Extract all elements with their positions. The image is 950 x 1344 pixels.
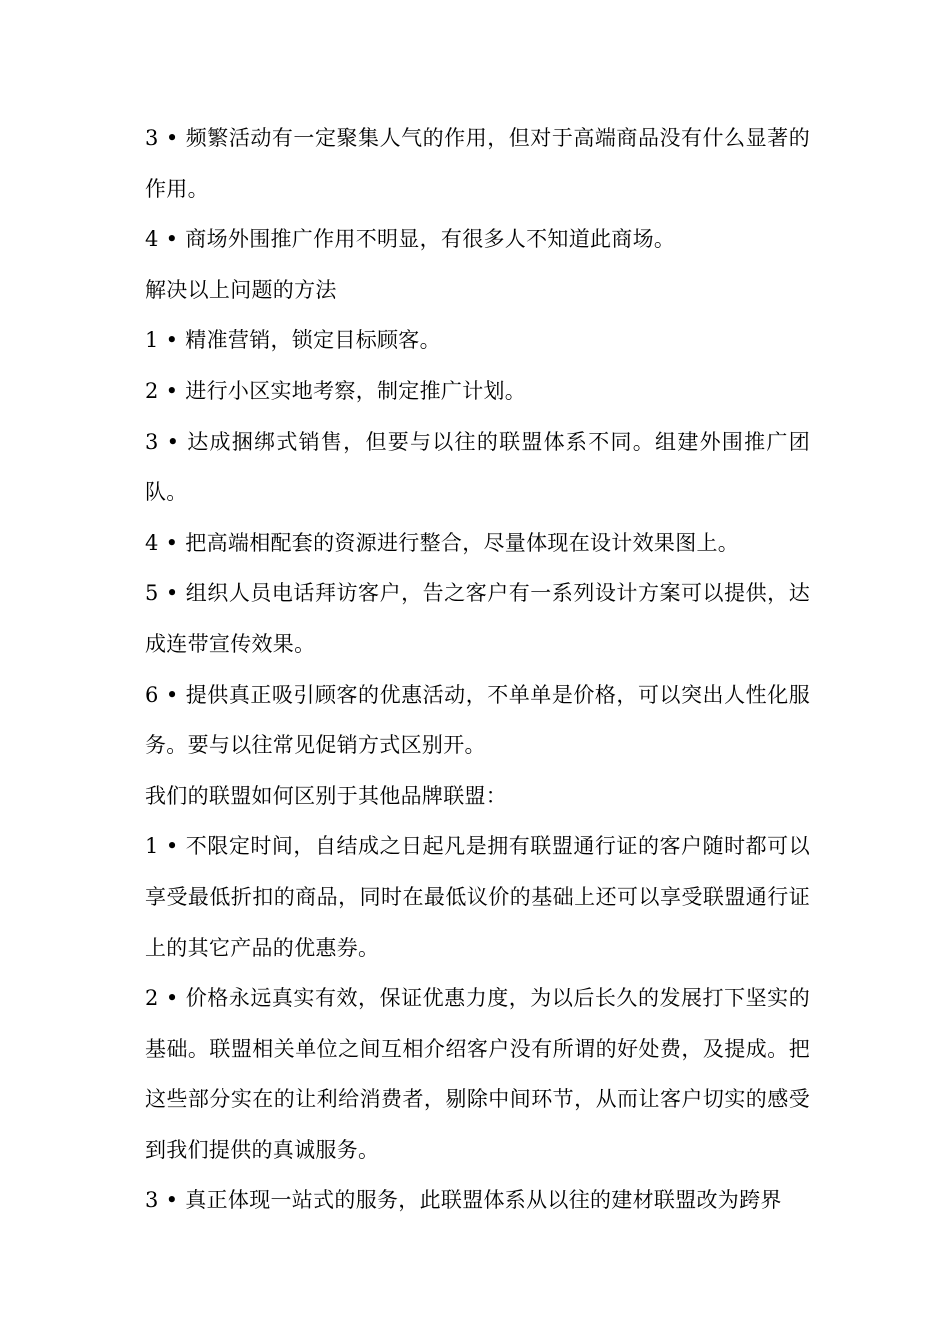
paragraph: 2 • 价格永远真实有效，保证优惠力度，为以后长久的发展打下坚实的基础。联盟相关单位之间互相介绍客户没有所谓的好处费，及提成。把这些部分实在的让利给消费者，剔除中间环节，从而让客户切实的感受到我们提供的真诚服务。 — [145, 986, 810, 1162]
paragraph: 2 • 进行小区实地考察，制定推广计划。 — [145, 378, 527, 403]
paragraph: 1 • 精准营销，锁定目标顾客。 — [145, 328, 441, 353]
paragraph: 3 • 达成捆绑式销售，但要与以往的联盟体系不同。组建外围推广团队。 — [145, 429, 810, 505]
paragraph: 4 • 商场外围推广作用不明显，有很多人不知道此商场。 — [145, 227, 676, 252]
paragraph: 3 • 真正体现一站式的服务，此联盟体系从以往的建材联盟改为跨界 — [145, 1188, 782, 1213]
paragraph: 4 • 把高端相配套的资源进行整合，尽量体现在设计效果图上。 — [145, 530, 740, 555]
section-heading: 我们的联盟如何区别于其他品牌联盟： — [145, 783, 508, 808]
paragraph: 1 • 不限定时间，自结成之日起凡是拥有联盟通行证的客户随时都可以享受最低折扣的商品，同时在最低议价的基础上还可以享受联盟通行证上的其它产品的优惠券。 — [145, 834, 810, 960]
paragraph: 3 • 频繁活动有一定聚集人气的作用，但对于高端商品没有什么显著的作用。 — [145, 126, 810, 201]
paragraph: 5 • 组织人员电话拜访客户，告之客户有一系列设计方案可以提供，达成连带宣传效果。 — [145, 581, 810, 656]
document-body — [145, 113, 810, 1226]
section-heading: 解决以上问题的方法 — [145, 277, 337, 302]
paragraph: 6 • 提供真正吸引顾客的优惠活动，不单单是价格，可以突出人性化服务。要与以往常见促销方式区别开。 — [145, 682, 810, 758]
